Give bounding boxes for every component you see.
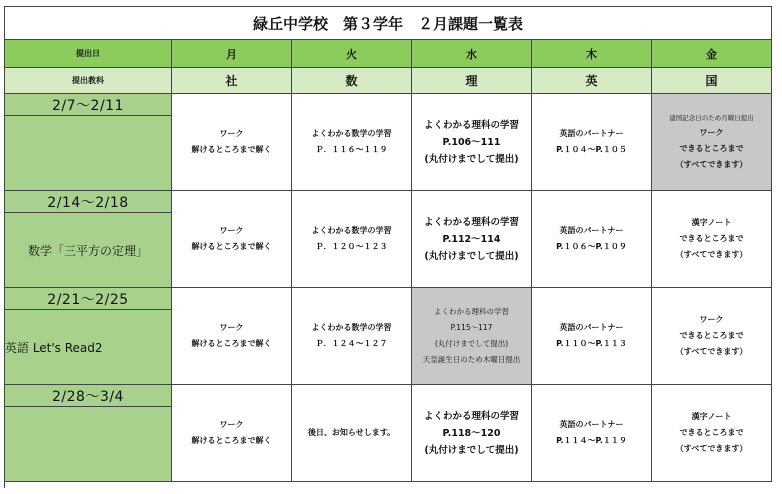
week-topic	[5, 407, 172, 482]
assignment-line: ワーク	[219, 129, 244, 138]
assignment-cell	[172, 385, 292, 482]
subject-science: 理	[412, 68, 532, 94]
subject-social: 社	[172, 68, 292, 94]
assignment-line: 英語のパートナー	[559, 129, 624, 138]
assignment-line: ワーク	[699, 128, 724, 137]
assignment-line: よくわかる理科の学習	[423, 410, 519, 422]
assignment-line: P.112～114	[442, 233, 501, 245]
assignment-line: (丸付けまでして提出)	[434, 339, 509, 348]
assignment-cell	[412, 191, 532, 288]
assignment-line: できるところまで	[679, 144, 744, 153]
assignment-line: 英語のパートナー	[559, 323, 624, 332]
assignment-cell	[652, 288, 772, 385]
assignment-line: ワーク	[699, 315, 724, 324]
week-date: 2/28～3/4	[5, 385, 172, 407]
assignment-line: Ｐ．１１６～１１９	[315, 145, 388, 154]
assignment-line: （すべてできます）	[675, 160, 748, 169]
assignment-line: Ｐ．１２４～１２７	[315, 339, 388, 348]
assignment-cell	[172, 94, 292, 191]
assignment-cell	[532, 385, 652, 482]
header-day-mon: 月	[172, 40, 292, 68]
header-label: 提出日	[5, 40, 172, 68]
assignment-line: 建国記念日のため月曜日提出	[669, 114, 754, 122]
assignment-line: よくわかる数学の学習	[311, 323, 392, 332]
assignment-line: できるところまで	[679, 331, 744, 340]
assignment-line: ワーク	[219, 323, 244, 332]
assignment-line: (丸付けまでして提出)	[424, 250, 519, 262]
assignment-cell	[652, 385, 772, 482]
assignment-cell	[412, 94, 532, 191]
header-day-thu: 木	[532, 40, 652, 68]
assignment-line: Ｐ．１２０～１２３	[315, 242, 388, 251]
header-day-fri: 金	[652, 40, 772, 68]
assignment-line: ワーク	[219, 226, 244, 235]
assignment-cell	[532, 288, 652, 385]
assignment-cell	[532, 191, 652, 288]
assignment-line: できるところまで	[679, 234, 744, 243]
assignment-line: P.１０４～P.１０５	[556, 145, 627, 154]
page-title: 緑丘中学校 第３学年 ２月課題一覧表	[5, 7, 772, 40]
week-topic	[5, 116, 172, 191]
assignment-cell	[532, 94, 652, 191]
assignment-line: 解けるところまで解く	[191, 339, 272, 348]
assignment-line: (丸付けまでして提出)	[424, 153, 519, 165]
assignment-cell	[292, 94, 412, 191]
assignment-line: よくわかる数学の学習	[311, 129, 392, 138]
assignment-line: (丸付けまでして提出)	[424, 444, 519, 456]
assignment-line: よくわかる理科の学習	[434, 307, 509, 316]
assignment-line: 解けるところまで解く	[191, 242, 272, 251]
week-date: 2/7～2/11	[5, 94, 172, 116]
assignment-line: よくわかる数学の学習	[311, 226, 392, 235]
assignment-line: P.118～120	[442, 427, 501, 439]
assignment-line: できるところまで	[679, 428, 744, 437]
assignment-line: 漢字ノート	[691, 218, 732, 227]
assignment-cell	[292, 191, 412, 288]
header-day-tue: 火	[292, 40, 412, 68]
assignment-line: 解けるところまで解く	[191, 145, 272, 154]
week-date: 2/21～2/25	[5, 288, 172, 310]
assignment-cell	[172, 288, 292, 385]
assignment-line: 後日、お知らせします。	[307, 428, 396, 437]
assignment-line: P.１１４～P.１１９	[556, 436, 627, 445]
assignment-line: P.１１０～P.１１３	[556, 339, 627, 348]
subject-english: 英	[532, 68, 652, 94]
assignment-line: P.115～117	[450, 323, 493, 332]
assignment-line: （すべてできます）	[675, 347, 748, 356]
assignment-cell	[652, 191, 772, 288]
assignment-cell	[292, 288, 412, 385]
subject-math: 数	[292, 68, 412, 94]
assignment-cell	[652, 94, 772, 191]
assignment-line: よくわかる理科の学習	[423, 216, 519, 228]
assignment-line: 英語のパートナー	[559, 226, 624, 235]
assignment-table	[4, 6, 772, 488]
week-date: 2/14～2/18	[5, 191, 172, 213]
assignment-cell	[292, 385, 412, 482]
assignment-line: P.１０６～P.１０９	[556, 242, 627, 251]
assignment-line: （すべてできます）	[675, 444, 748, 453]
assignment-line: （すべてできます）	[675, 250, 748, 259]
assignment-line: P.106～111	[442, 136, 501, 148]
assignment-line: 解けるところまで解く	[191, 436, 272, 445]
header-day-wed: 水	[412, 40, 532, 68]
assignment-line: ワーク	[219, 420, 244, 429]
assignment-line: よくわかる理科の学習	[423, 119, 519, 131]
assignment-cell	[412, 385, 532, 482]
week-topic: 数学「三平方の定理」	[5, 213, 172, 288]
assignment-cell	[172, 191, 292, 288]
subject-japanese: 国	[652, 68, 772, 94]
assignment-cell	[412, 288, 532, 385]
week-topic: 英語 Let's Read2	[5, 310, 172, 385]
assignment-line: 英語のパートナー	[559, 420, 624, 429]
subject-label: 提出教科	[5, 68, 172, 94]
assignment-line: 漢字ノート	[691, 412, 732, 421]
assignment-line: 天皇誕生日のため木曜日提出	[422, 355, 521, 364]
